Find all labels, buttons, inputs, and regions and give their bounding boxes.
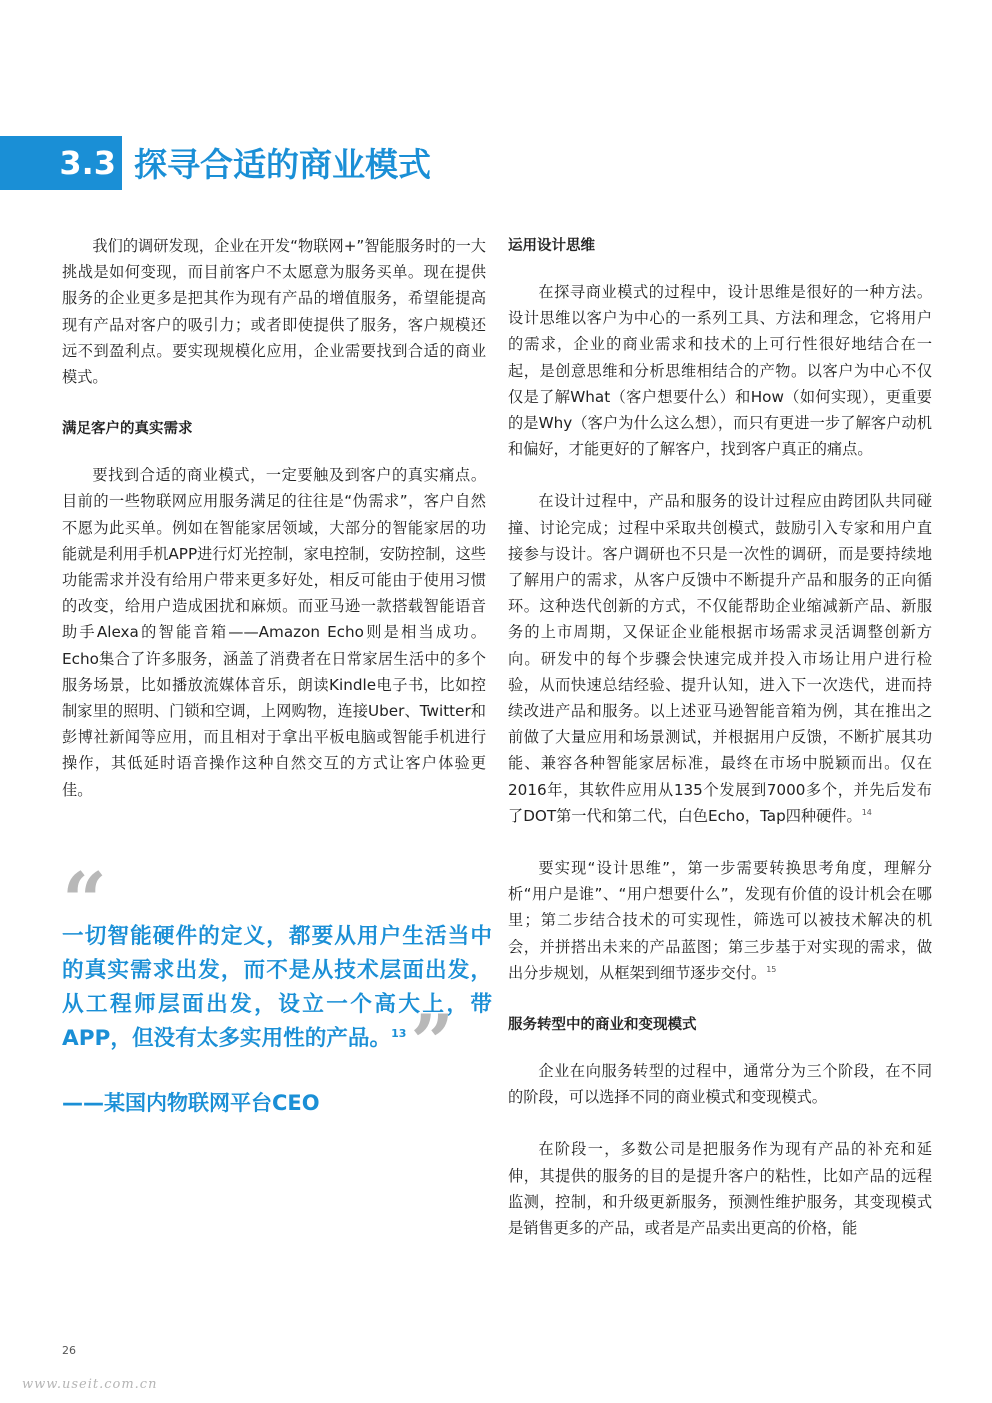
paragraph-design-thinking-2 <box>508 488 932 829</box>
right-column <box>508 233 932 1241</box>
pull-quote <box>62 856 492 1117</box>
paragraph-design-thinking-2-text: 在设计过程中，产品和服务的设计过程应由跨团队共同碰撞、讨论完成；过程中采取共创模式，鼓励引入专家和用户直接参与设计。客户调研也不只是一次性的调研，而是要持续地了解用户的需求，从客户反馈中不断提升产品和服务的正向循环。这种迭代创新的方式，不仅能帮助企业缩减新产品、新服务的上市周期，又保证企业能根据市场需求灵活调整创新方向。研发中的每个步骤会快速完成并投入市场让用户进行检验，从而快速总结经验、提升认知，进入下一次迭代，进而持续改进产品和服务。以上述亚马逊智能音箱为例，其在推出之前做了大量应用和场景测试，并根据用户反馈，不断扩展其功能、兼容各种智能家居标准，最终在市场中脱颖而出。仅在2016年，其软件应用从135个发展到7000多个，并先后发布了DOT第一代和第二代，白色Echo，Tap四种硬件。 <box>508 492 932 825</box>
close-quote-icon: ” <box>410 998 455 1087</box>
page-number: 26 <box>62 1344 76 1357</box>
quote-footnote-ref: 13 <box>391 1026 407 1040</box>
footnote-ref-14: 14 <box>861 807 872 817</box>
paragraph-design-thinking-3 <box>508 855 932 986</box>
intro-paragraph: 我们的调研发现，企业在开发“物联网+”智能服务时的一大挑战是如何变现，而目前客户不太愿意为服务买单。现在提供服务的企业更多是把其作为现有产品的增值服务，希望能提高现有产品对客户的吸引力；或者即使提供了服务，客户规模还远不到盈利点。要实现规模化应用，企业需要找到合适的商业模式。 <box>62 237 486 387</box>
section-number-badge: 3.3 <box>0 136 122 190</box>
paragraph-design-thinking-1: 在探寻商业模式的过程中，设计思维是很好的一种方法。设计思维以客户为中心的一系列工具、方法和理念，它将用户的需求，企业的商业需求和技术的上可行性很好地结合在一起，是创意思维和分析思维相结合的产物。以客户为中心不仅仅是了解What（客户想要什么）和How（如何实现），更重要的是Why（客户为什么这么想），而只有更进一步了解客户动机和偏好，才能更好的了解客户，找到客户真正的痛点。 <box>508 283 932 459</box>
subheading-design-thinking: 运用设计思维 <box>508 238 595 254</box>
paragraph-real-needs: 要找到合适的商业模式，一定要触及到客户的真实痛点。目前的一些物联网应用服务满足的往往是“伪需求”，客户自然不愿为此买单。例如在智能家居领域，大部分的智能家居的功能就是利用手机APP进行灯光控制，家电控制，安防控制，这些功能需求并没有给用户带来更多好处，相反可能由于使用习惯的改变，给用户造成困扰和麻烦。而亚马逊一款搭载智能语音助手Alexa的智能音箱——Amazon Echo则是相当成功。Echo集合了许多服务，涵盖了消费者在日常家居生活中的多个服务场景，比如播放流媒体音乐，朗读Kindle电子书，比如控制家里的照明、门锁和空调，上网购物，连接Uber、Twitter和彭博社新闻等应用，而且相对于拿出平板电脑或智能手机进行操作，其低延时语音操作这种自然交互的方式让客户体验更佳。 <box>62 466 486 799</box>
paragraph-design-thinking-3-text: 要实现“设计思维”，第一步需要转换思考角度，理解分析“用户是谁”、“用户想要什么”，发现有价值的设计机会在哪里；第二步结合技术的可实现性，筛选可以被技术解决的机会，并拼搭出未来的产品蓝图；第三步基于对实现的需求，做出分步规划，从框架到细节逐步交付。 <box>508 859 932 982</box>
quote-text: 一切智能硬件的定义，都要从用户生活当中的真实需求出发，而不是从技术层面出发，从工程师层面出发，设立一个高大上，带APP，但没有太多实用性的产品。 <box>62 924 492 1051</box>
watermark: www.useit.com.cn <box>22 1377 158 1392</box>
section-title: 探寻合适的商业模式 <box>134 145 431 184</box>
left-column <box>62 233 486 803</box>
subheading-business-models: 服务转型中的商业和变现模式 <box>508 1017 697 1034</box>
paragraph-transformation-stages: 企业在向服务转型的过程中，通常分为三个阶段，在不同的阶段，可以选择不同的商业模式和变现模式。 <box>508 1062 932 1107</box>
quote-author: ——某国内物联网平台CEO <box>62 1091 320 1115</box>
open-quote-icon: “ <box>62 856 107 947</box>
paragraph-stage-one: 在阶段一，多数公司是把服务作为现有产品的补充和延伸，其提供的服务的目的是提升客户的粘性，比如产品的远程监测，控制，和升级更新服务，预测性维护服务，其变现模式是销售更多的产品，或者是产品卖出更高的价格，能 <box>508 1140 932 1238</box>
subheading-real-needs: 满足客户的真实需求 <box>62 421 193 438</box>
quote-text-block <box>62 920 492 1087</box>
footnote-ref-15: 15 <box>766 964 777 974</box>
